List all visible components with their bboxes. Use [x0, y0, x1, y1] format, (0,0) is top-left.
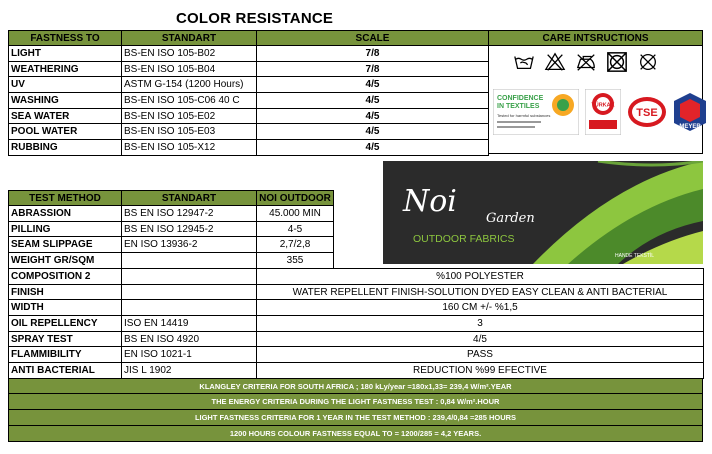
row-standard: EN ISO 13936-2: [122, 237, 257, 253]
row-value: 2,7/2,8: [257, 237, 334, 253]
hand-wash-icon: [513, 51, 535, 73]
row-value: 160 CM +/- %1,5: [257, 300, 704, 316]
noi-garden-banner: [383, 161, 703, 264]
row-standard: JIS L 1902: [122, 363, 257, 379]
cert-text: MEYER: [679, 124, 701, 130]
noi-logo: Noi: [403, 184, 457, 219]
table-row: [9, 140, 489, 156]
row-scale: 4/5: [257, 124, 489, 140]
row-label: COMPOSITION 2: [9, 269, 122, 285]
row-standard: EN ISO 1021-1: [122, 347, 257, 363]
table-row: [9, 331, 704, 347]
row-value: 3: [257, 316, 704, 332]
row-standard: [122, 253, 257, 269]
row-standard: BS-EN ISO 105-B04: [122, 61, 257, 77]
table-row: [9, 61, 489, 77]
certification-logos: [493, 89, 707, 135]
turkak-logo: [585, 89, 621, 135]
footer-note: 1200 HOURS COLOUR FASTNESS EQUAL TO = 1200/285 = 4,2 YEARS.: [8, 426, 703, 442]
row-scale: 4/5: [257, 108, 489, 124]
row-label: WEIGHT GR/SQM: [9, 253, 122, 269]
properties-table: [8, 268, 704, 379]
footer-note: THE ENERGY CRITERIA DURING THE LIGHT FASTNESS TEST : 0,84 W/m².HOUR: [8, 394, 703, 410]
outdoor-fabrics-text: OUTDOOR FABRICS: [413, 233, 515, 245]
no-bleach-icon: [544, 51, 566, 73]
row-standard: BS EN ISO 12947-2: [122, 206, 257, 222]
row-label: SEAM SLIPPAGE: [9, 237, 122, 253]
row-standard: BS-EN ISO 105-X12: [122, 140, 257, 156]
footer-note: LIGHT FASTNESS CRITERIA FOR 1 YEAR IN THE TEST METHOD : 239,4/0,84 =285 HOURS: [8, 410, 703, 426]
row-label: SPRAY TEST: [9, 331, 122, 347]
row-standard: ISO EN 14419: [122, 316, 257, 332]
table-row: [9, 77, 489, 93]
table-row: [9, 221, 334, 237]
cert-text: IN TEXTILES: [497, 103, 540, 110]
garden-text: Garden: [486, 211, 535, 226]
footer-notes: [8, 378, 703, 442]
row-scale: 4/5: [257, 140, 489, 156]
no-tumble-dry-icon: [606, 51, 628, 73]
column-header: TEST METHOD: [9, 191, 122, 206]
row-label: FLAMMIBILITY: [9, 347, 122, 363]
table-row: [9, 269, 704, 285]
row-standard: ASTM G-154 (1200 Hours): [122, 77, 257, 93]
row-standard: BS-EN ISO 105-B02: [122, 46, 257, 62]
row-label: POOL WATER: [9, 124, 122, 140]
cert-text: TÜRKAK: [591, 102, 615, 109]
row-value: WATER REPELLENT FINISH-SOLUTION DYED EASY CLEAN & ANTI BACTERIAL: [257, 284, 704, 300]
table-row: [9, 108, 489, 124]
care-header: CARE INTSRUCTIONS: [489, 31, 702, 46]
row-standard: BS-EN ISO 105-C06 40 C: [122, 93, 257, 109]
table-row: [9, 253, 334, 269]
footer-note: KLANGLEY CRITERIA FOR SOUTH AFRICA ; 180 kLy/year =180x1,33= 239,4 W/m².YEAR: [8, 378, 703, 394]
table-row: [9, 93, 489, 109]
column-header: SCALE: [257, 31, 489, 46]
table-row: [9, 284, 704, 300]
column-header: NOI OUTDOOR: [257, 191, 334, 206]
confidence-in-textiles-logo: [493, 89, 579, 135]
row-label: ANTI BACTERIAL: [9, 363, 122, 379]
table-row: [9, 237, 334, 253]
row-label: WIDTH: [9, 300, 122, 316]
row-label: LIGHT: [9, 46, 122, 62]
row-label: SEA WATER: [9, 108, 122, 124]
column-header: STANDART: [122, 191, 257, 206]
row-value: REDUCTION %99 EFECTIVE: [257, 363, 704, 379]
row-label: WASHING: [9, 93, 122, 109]
page-title: COLOR RESISTANCE: [176, 10, 334, 27]
row-standard: BS EN ISO 12945-2: [122, 221, 257, 237]
brand-text: HANDE TEKSTİL: [615, 253, 655, 259]
row-standard: BS-EN ISO 105-E03: [122, 124, 257, 140]
column-header: FASTNESS TO: [9, 31, 122, 46]
meyer-logo: [673, 92, 707, 132]
row-label: PILLING: [9, 221, 122, 237]
table-row: [9, 46, 489, 62]
row-scale: 7/8: [257, 46, 489, 62]
row-standard: BS EN ISO 4920: [122, 331, 257, 347]
test-method-table: [8, 190, 334, 269]
row-scale: 4/5: [257, 77, 489, 93]
row-standard: [122, 269, 257, 285]
no-iron-icon: [575, 51, 597, 73]
row-scale: 4/5: [257, 93, 489, 109]
fastness-table: [8, 30, 489, 156]
table-row: [9, 124, 489, 140]
banner-graphic: [383, 161, 703, 264]
row-label: ABRASSION: [9, 206, 122, 222]
row-label: OIL REPELLENCY: [9, 316, 122, 332]
care-icons: [513, 51, 659, 73]
cert-text: CONFIDENCE: [497, 95, 544, 102]
table-row: [9, 347, 704, 363]
row-label: UV: [9, 77, 122, 93]
cert-text: Tested for harmful substances: [497, 113, 551, 118]
row-standard: [122, 284, 257, 300]
cert-text: TSE: [636, 107, 658, 119]
column-header: STANDART: [122, 31, 257, 46]
row-label: RUBBING: [9, 140, 122, 156]
row-standard: BS-EN ISO 105-E02: [122, 108, 257, 124]
tse-logo: [627, 95, 667, 129]
care-instructions-box: [488, 30, 703, 154]
row-value: 4-5: [257, 221, 334, 237]
row-value: PASS: [257, 347, 704, 363]
table-row: [9, 316, 704, 332]
row-label: WEATHERING: [9, 61, 122, 77]
row-value: 45.000 MIN: [257, 206, 334, 222]
table-row: [9, 363, 704, 379]
row-standard: [122, 300, 257, 316]
row-value: 355: [257, 253, 334, 269]
table-row: [9, 206, 334, 222]
row-label: FINISH: [9, 284, 122, 300]
row-value: 4/5: [257, 331, 704, 347]
row-scale: 7/8: [257, 61, 489, 77]
no-dry-clean-icon: [637, 51, 659, 73]
row-value: %100 POLYESTER: [257, 269, 704, 285]
table-row: [9, 300, 704, 316]
